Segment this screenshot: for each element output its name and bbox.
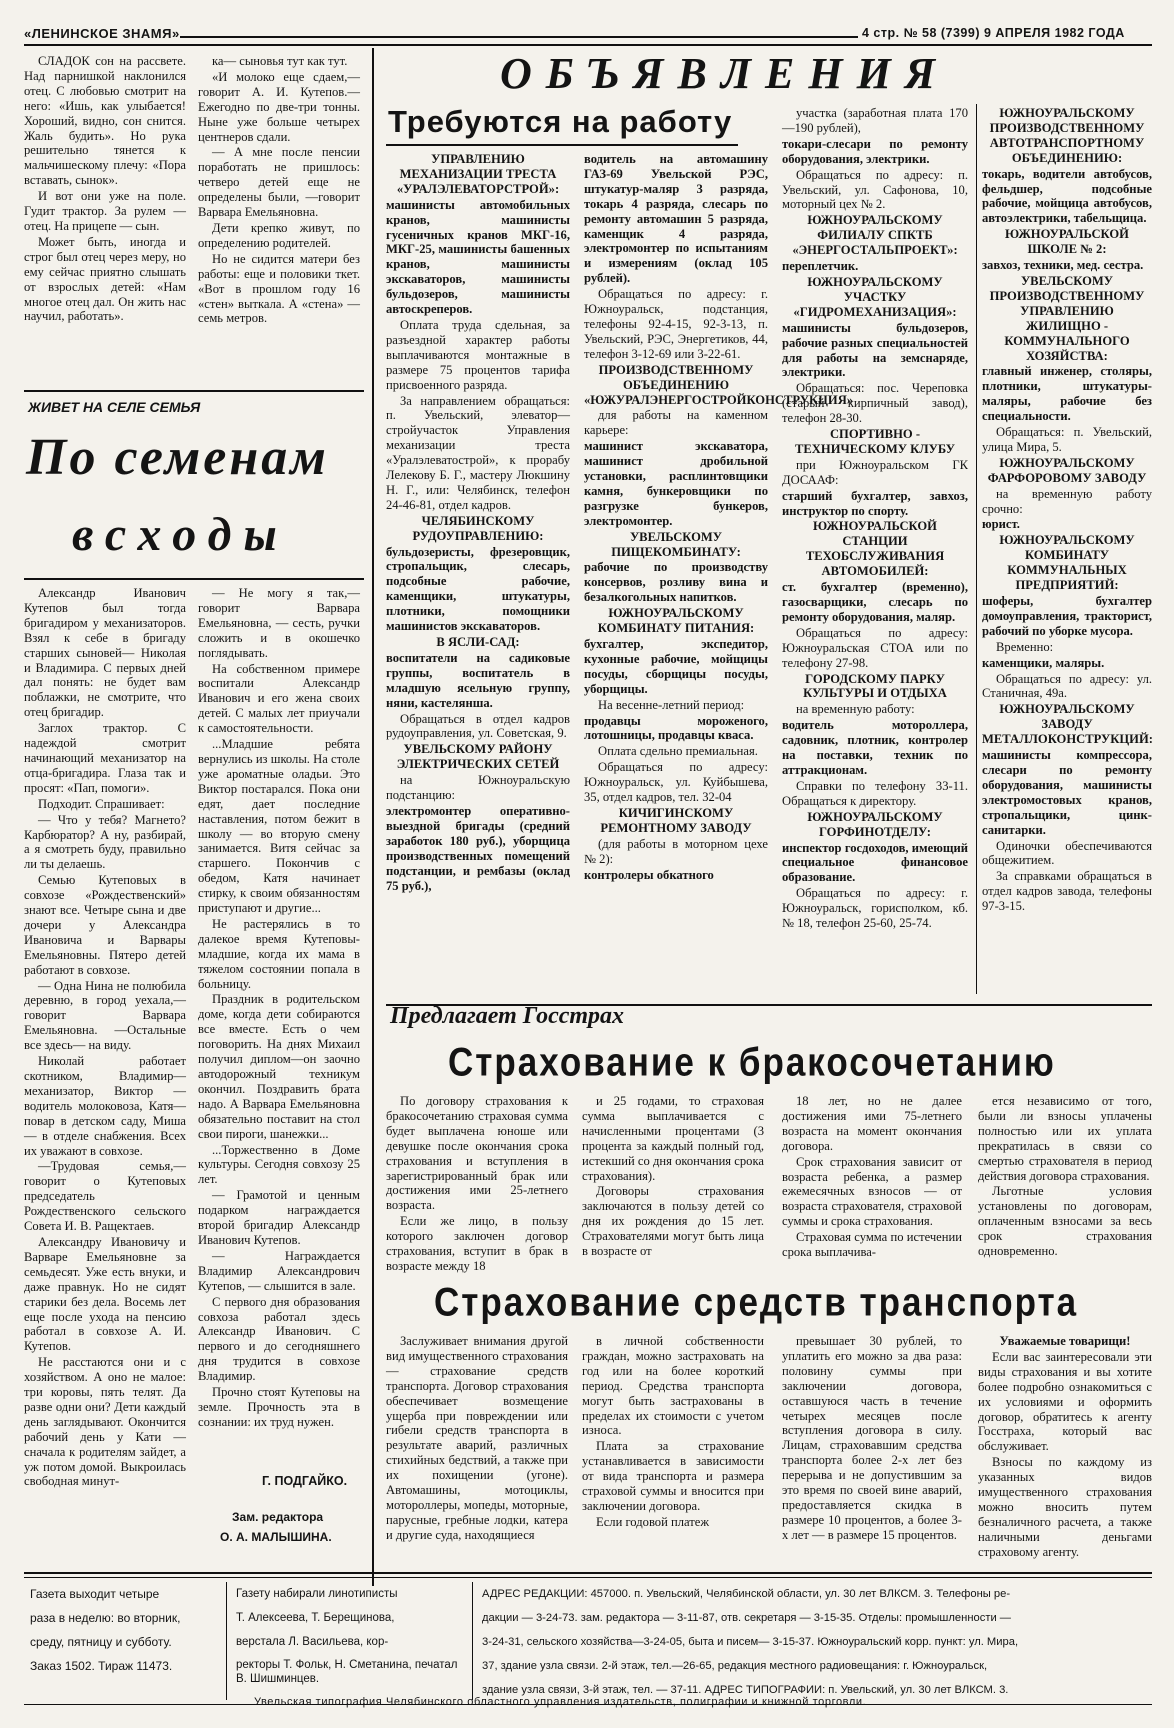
ad-entry: ЮЖНОУРАЛЬСКОМУ УЧАСТКУ «ГИДРОМЕХАНИЗАЦИЯ»: (793, 274, 957, 319)
ad-entry: (для работы в моторном цехе № 2): (584, 836, 768, 866)
ad-entry: Оплата сдельно премиальная. (598, 744, 758, 759)
ad-entry: Обращаться по адресу: п. Увельский, ул. Сафонова, 10, моторный цех № 2. (782, 167, 968, 212)
issue-info: 4 стр. № 58 (7399) 9 АПРЕЛЯ 1982 ГОДА (862, 26, 1125, 40)
ad-entry: машинисты автомобильных кранов, машинисты гусеничных кранов МКГ-16, МКГ-25, машинисты башенных кранов, машинисты экскаваторов, машинисты бульдозеров, машинисты автоскреперов. (386, 197, 570, 317)
ads-subtitle-rule (386, 144, 738, 146)
story-top-col1: СЛАДОК сон на рассвете. Над парнишкой наклонился отец. С любовью смотрит на него: «Ишь, как улыбается! Хороший, видно, сон снится. Жаль будить». Но рука решительно тянется к мальчишескому плечу: «Пора вставать, сынок». И вот они уже на поле. Гудит трактор. За рулем — отец. На прицепе — сын. Может быть, иногда и строг был отец через меру, но ему сейчас приятно слышать от взрослых детей: «Нам многое отец дал. Он жить нас научил, работать». (24, 54, 186, 324)
ad-entry: Одиночки обеспечиваются общежитием. (982, 838, 1152, 868)
ads-col4 (982, 106, 1152, 992)
ad-entry: электромонтер оперативно-выездной бригады (средний заработок 180 руб.), уборщица производственных помещений подстанции, и рембазы (оклад 75 руб.), (386, 803, 570, 893)
feature-author: Г. ПОДГАЙКО. (262, 1474, 348, 1488)
feature-title-rule (24, 578, 364, 580)
footer-typesetters: Газету набирали линотиписты Т. Алексеева, Т. Берещинова, верстала Л. Васильева, кор- ректоры Т. Фольк, Н. Сметанина, печатал В. Шишминцев. (236, 1588, 458, 1685)
ad-entry: бульдозеристы, фрезеровщик, стропальщик, слесарь, подсобные рабочие, каменщики, штукатуры, плотники, помощники машинистов экскаваторов. (386, 544, 570, 634)
ad-entry: бухгалтер, экспедитор, кухонные рабочие, мойщицы посуды, сборщицы посуды, уборщицы. (584, 637, 768, 696)
ad-entry: машинисты компрессора, слесари по ремонту оборудования, машинисты электромостовых кранов, стропальщики, цинк-санитарки. (982, 748, 1152, 837)
ad-entry: ЧЕЛЯБИНСКОМУ РУДОУПРАВЛЕНИЮ: (412, 513, 544, 543)
header-rule-bottom (24, 44, 1152, 46)
insurance-block2-col3: превышает 30 рублей, то уплатить его можно за два раза: половину суммы при заключении договора, оставшуюся часть в течение четырех месяцев после вступления договора в силу. Лицам, страховавшим средства транспорта более 2-х лет без перерыва и не допустившим за это время по своей вине аварий, предоставляется скидка в размере 10 процентов, а более 3-х лет — в размере 15 процентов. (782, 1334, 962, 1542)
ads-title: ОБЪЯВЛЕНИЯ (500, 49, 950, 98)
insurance-block1-col1: По договору страхования к бракосочетанию страховая сумма будет выплачена юноше или девушке после окончания срока страхования и вступления в зарегистрированный брак или достижения ими 25-летнего возраста. Если же лицо, в пользу которого заключен договор страхования, вступит в брак в возрасте между 18 (386, 1094, 568, 1273)
ad-entry: УПРАВЛЕНИЮ МЕХАНИЗАЦИИ ТРЕСТА «УРАЛЭЛЕВАТОРСТРОЙ»: (396, 152, 560, 196)
ad-entry: юрист. (982, 517, 1020, 532)
ad-entry: ПРОИЗВОДСТВЕННОМУ ОБЪЕДИНЕНИЮ «ЮЖУРАЛЭНЕРГОСТРОЙКОНСТРУКЦИЯ» (584, 362, 854, 407)
footer-schedule: Газета выходит четыре раза в неделю: во вторник, среду, пятницу и субботу. Заказ 1502. Тираж 11473. (30, 1587, 181, 1673)
ad-entry: Обращаться в отдел кадров рудоуправления, ул. Советская, 9. (386, 711, 570, 741)
editor-label: Зам. редактора (232, 1510, 324, 1524)
ad-entry: За справками обращаться в отдел кадров завода, телефоны 97-3-15. (982, 869, 1152, 914)
insurance-block1-col3: 18 лет, но не далее достижения ими 75-летнего возраста на момент окончания договора. Срок страхования зависит от возраста ребенка, а размер ежемесячных взносов — от возраста страхователя, страховой суммы и срока страхования. Страховая сумма по истечении срока выплачива- (782, 1094, 962, 1260)
ad-entry: Временно: (996, 639, 1054, 654)
header-rule (180, 36, 858, 38)
ad-entry: машинист экскаватора, машинист дробильной установки, расплинтовщики камня, бункеровщики по разгрузке бункеров, электромонтер. (584, 439, 768, 528)
ad-entry: УВЕЛЬСКОМУ РАЙОНУ ЭЛЕКТРИЧЕСКИХ СЕТЕЙ (396, 742, 560, 772)
feature-kicker: ЖИВЕТ НА СЕЛЕ СЕМЬЯ (28, 399, 201, 415)
insurance-title-1: Страхование к бракосочетанию (448, 1040, 1056, 1085)
ad-entry: токарь, водители автобусов, фельдшер, подсобные рабочие, мойщица автобусов, автоэлектрики, табельщица. (982, 166, 1152, 226)
insurance-block1-col2: и 25 годами, то страховая сумма выплачивается с начисленными процентами (3 процента за каждый полный год, истекший со дня окончания срока страхования). Договоры страхования заключаются в пользу детей со дня их рождения до 15 лет. Страхователями могут быть лица в возрасте от (582, 1094, 764, 1259)
ads-col3 (782, 106, 968, 992)
ad-entry: продавцы мороженого, лотошницы, продавцы кваса. (584, 713, 768, 743)
ad-entry: За направлением обращаться: п. Увельский, элеватор—стройучасток Управления механизации треста «Уралэлеватострой», к прорабу Лелекову Б. Г., мастеру Люкшину Н. Г., или: Челябинск, телефон 24-46-81, отдел кадров. (386, 393, 570, 512)
insurance-title-2: Страхование средств транспорта (434, 1280, 1079, 1325)
ad-entry: Обращаться по адресу: ул. Станичная, 49а. (982, 671, 1152, 701)
ad-entry: переплетчик. (782, 259, 859, 274)
ad-entry: воспитатели на садиковые группы, воспитатель в младшую ясельную группу, няни, кастелянша. (386, 650, 570, 710)
ads-col1 (386, 152, 570, 992)
ad-entry: токари-слесари по ремонту оборудования, электрики. (782, 136, 968, 166)
paper-name: «ЛЕНИНСКОЕ ЗНАМЯ» (24, 26, 180, 41)
ad-entry: ст. бухгалтер (временно), газосварщики, слесарь по ремонту оборудования, маляр. (782, 580, 968, 624)
ad-entry: На весенне-летний период: (598, 697, 745, 712)
ad-entry: ЮЖНОУРАЛЬСКОМУ ФИЛИАЛУ СПКТБ «ЭНЕРГОСТАЛЬПРОЕКТ»: (792, 213, 958, 258)
column-divider (372, 48, 374, 1586)
ad-entry: ЮЖНОУРАЛЬСКОЙ ШКОЛЕ № 2: (1005, 227, 1129, 257)
ad-entry: для работы на каменном карьере: (584, 408, 768, 438)
ad-entry: УВЕЛЬСКОМУ ПИЩЕКОМБИНАТУ: (611, 529, 741, 559)
ad-entry: водитель мотороллера, садовник, плотник, контролер на поставки, техник по аттракционам. (782, 718, 968, 777)
feature-title: По семенам (26, 429, 329, 486)
ads-subtitle: Требуются на работу (388, 104, 733, 139)
ad-entry: ЮЖНОУРАЛЬСКОМУ ПРОИЗВОДСТВЕННОМУ АВТОТРАНСПОРТНОМУ ОБЪЕДИНЕНИЮ: (989, 106, 1145, 165)
ad-entry: Справки по телефону 33-11. Обращаться к директору. (782, 778, 968, 808)
ad-entry: шоферы, бухгалтер домоуправления, тракторист, рабочий по уборке мусора. (982, 594, 1152, 638)
footer-divider-2 (472, 1582, 473, 1700)
ad-entry: машинисты бульдозеров, рабочие разных специальностей для работы на земснаряде, электрики. (782, 320, 968, 380)
ad-entry: Обращаться: п. Увельский, улица Мира, 5. (982, 425, 1152, 454)
insurance-block2-col1: Заслуживает внимания другой вид имущественного страхования — страхование средств транспорта. Договор страхования обеспечивает возмещение ущерба при повреждении или гибели средств транспорта в результате аварий, различных стихийных бедствий, а также при их похищении (угоне). Автомашины, мотоциклы, мотороллеры, мопеды, моторные, парусные, гребные лодки, катера и другие суда, находящиеся (386, 1334, 568, 1542)
ad-entry: рабочие по производству консервов, розливу вина и безалкогольных напитков. (584, 560, 768, 605)
story-divider (24, 390, 364, 392)
ad-entry: завхоз, техники, мед. сестра. (982, 258, 1144, 273)
ad-entry: на временную работу: (796, 702, 915, 717)
ad-entry: каменщики, маляры. (982, 655, 1105, 670)
ad-entry: Обращаться: пос. Череповка (старый кирпичный завод), телефон 28-30. (782, 381, 968, 426)
ad-entry: УВЕЛЬСКОМУ ПРОИЗВОДСТВЕННОМУ УПРАВЛЕНИЮ ЖИЛИЩНО - КОММУНАЛЬНОГО ХОЗЯЙСТВА: (989, 273, 1145, 363)
ad-entry: на временную работу срочно: (982, 486, 1152, 516)
ad-entry: Обращаться по адресу: г. Южноуральск, горисполком, кб. № 18, телефон 25-60, 25-74. (782, 886, 968, 931)
ad-entry: водитель на автомашину ГАЗ-69 Увельской РЭС, штукатур-маляр 3 разряда, токарь 4 разряда, слесарь по ремонту автомашин 5 разряда, каменщик 4 разряда, электромонтер по испытаниям и измерениям (оклад 105 рублей). (584, 152, 768, 286)
ad-entry: ЮЖНОУРАЛЬСКОМУ ГОРФИНОТДЕЛУ: (807, 809, 943, 839)
ad-entry: контролеры обкатного (584, 867, 714, 882)
feature-col1: Александр Иванович Кутепов был тогда бригадиром у механизаторов. Взял к себе в бригаду старших сыновей— Николая и Владимира. С первых дней дал понять: не будет вам поблажки, не смотрите, что отец бригадир. Заглох трактор. С надеждой смотрит начинающий механизатор на отца-бригадира. Глаза так и просят: «Пап, помоги». Подходит. Спрашивает: — Что у тебя? Магнето? Карбюратор? А ну, разбирай, а я смотреть буду, правильно ли ты делаешь. Семью Кутеповых в совхозе «Рождественский» знают все. Четыре сына и две дочери у Александра Ивановича и Варвары Емельяновны. Пятеро детей работают в совхозе. — Одна Нина не полюбила деревню, в город уехала,— говорит Варвара Емельяновна. —Остальные все здесь— на виду. Николай работает скотником, Владимир— механизатор, Виктор —водитель молоковоза, Катя— повар в детском саду, Миша— в отделе снабжения. Всех их уважают в совхозе. —Трудовая семья,— говорит о Кутеповых председатель Рождественского сельского Совета И. В. Ращектаев. Александру Ивановичу и Варваре Емельяновне за семьдесят. Уже есть внуки, и даже правнук. Но не сидят старики без дела. Восемь лет еще после ухода на пенсию работал в совхозе А. И. Кутепов. Не расстаются они и с хозяйством. А оно не малое: три коровы, пять телят. Да разве одни они? Дети каждый день заглядывают. Окончится рабочий день у Кати — сначала к родителям зайдет, а уж потом домой. Выкроилась свободная минут- (24, 586, 186, 1489)
ads-col-divider (976, 104, 977, 994)
ad-entry: при Южноуральском ГК ДОСААФ: (782, 457, 968, 487)
ad-entry: ЮЖНОУРАЛЬСКОМУ ЗАВОДУ МЕТАЛЛОКОНСТРУКЦИЙ: (982, 702, 1153, 747)
footer-top-rule (24, 1572, 1152, 1574)
footer-address: АДРЕС РЕДАКЦИИ: 457000. п. Увельский, Челябинской области, ул. 30 лет ВЛКСМ. 3. Телефоны ре- дакции — 3-24-73. зам. редактора — 3-11-87, отв. секретаря — 3-15-35. Отделы: промышленности — 3-24-31, сельского хозяйства—3-24-05, быта и писем— 3-15-37. Южноуральский корр. пункт: ул. Мира, 37, здание узла связи. 2-й этаж, тел.—26-65, редакция местного радиовещания: г. Южноуральск, здание узла связи, 3-й этаж, тел. — 37-11. АДРЕС ТИПОГРАФИИ: п. Увельский, ул. 30 лет ВЛКСМ. 3. (482, 1588, 1019, 1696)
insurance-block1-col4: ется независимо от того, были ли взносы уплачены полностью или их уплата прекратилась в связи со смертью страхователя в период действия договора страхования. Льготные условия установлены по договорам, оплаченным взносами за весь срок страхования одновременно. (978, 1094, 1152, 1259)
ad-entry: ЮЖНОУРАЛЬСКОМУ КОМБИНАТУ ПИТАНИЯ: (597, 606, 755, 636)
insurance-kicker: Предлагает Госстрах (390, 1003, 625, 1029)
ad-entry: ЮЖНОУРАЛЬСКОМУ ФАРФОРОВОМУ ЗАВОДУ (987, 455, 1147, 485)
ad-entry: Обращаться по адресу: Южноуральск, ул. Куйбышева, 35, отдел кадров, тел. 32-04 (584, 760, 768, 805)
ad-entry: ЮЖНОУРАЛЬСКОМУ КОМБИНАТУ КОММУНАЛЬНЫХ ПРЕДПРИЯТИЙ: (999, 533, 1135, 593)
feature-col2: — Не могу я так,— говорит Варвара Емельяновна, — сесть, ручки сложить и в окошечко поглядывать. На собственном примере воспитали Александр Иванович и его жена своих детей. С малых лет приучали к самостоятельности. ...Младшие ребята вернулись из школы. На столе уже ароматные оладьи. Это Виктор постарался. Пока они едят, дает последние наставления, потом бежит в школу — во вторую смену занимается. Витя сейчас за старшего. Покончив с обедом, Катя начинает стирку, к своим обязанностям приступают и другие... Не растерялись в то далекое время Кутеповы-младшие, когда их мама в тяжелом состоянии попала в больницу. Праздник в родительском доме, когда дети собираются все вместе. Есть о чем поговорить. На днях Михаил получил диплом—он заочно автодорожный техникум окончил. Поздравить брата надо. А Варвара Емельяновна обязательно поставит на стол свои пироги, шанежки... ...Торжественно в Доме культуры. Сегодня совхозу 25 лет. — Грамотой и ценным подарком награждается второй бригадир Александр Иванович Кутепов. — Награждается Владимир Александрович Кутепов, — слышится в зале. С первого дня образования совхоза работал здесь Александр Иванович. С первого и до сегодняшнего дня трудится в совхозе Владимир. Прочно стоят Кутеповы на земле. Прочность эта в сознании: их труд нужен. (198, 586, 360, 1429)
ad-entry: старший бухгалтер, завхоз, инструктор по спорту. (782, 488, 968, 518)
footer-divider-1 (226, 1582, 227, 1700)
ad-entry: на Южноуральскую подстанцию: (386, 773, 570, 803)
insurance-block2-col4: Уважаемые товарищи! Если вас заинтересовали эти виды страхования и вы хотите более подробно ознакомиться с их условиями и оформить договор, обратитесь к агенту Госстраха, который вас обслуживает. Взносы по каждому из указанных видов имущественного страхования можно вносить путем безналичного расчета, а также наличными деньгами страховому агенту. (978, 1334, 1152, 1559)
ad-entry: главный инженер, столяры, плотники, штукатуры-маляры, рабочие без специальности. (982, 364, 1152, 424)
ad-entry: КИЧИГИНСКОМУ РЕМОНТНОМУ ЗАВОДУ (600, 805, 752, 835)
editor-name: О. А. МАЛЫШИНА. (220, 1530, 332, 1544)
ad-entry: Обращаться по адресу: Южноуральская СТОА или по телефону 27-98. (782, 625, 968, 670)
ad-entry: Оплата труда сдельная, за разъездной характер работы выплачиваются монтажные в размере 75 процентов тарифа присвоенного разряда. (386, 317, 570, 392)
story-top-col2: ка— сыновья тут как тут. «И молоко еще сдаем,—говорит А. И. Кутепов.— Ежегодно по две-три тонны. Ныне уже больше четырех центнеров сдали. — А мне после пенсии поработать не пришлось: четверо детей еще не определены были, —говорит Варвара Емельяновна. Дети крепко живут, по определению родителей. Но не сидится матери без работы: еще и половики ткет. «Вот в прошлом году 16 «стен» выткала. А «стена» — семь метров. (198, 54, 360, 326)
ad-entry: СПОРТИВНО - ТЕХНИЧЕСКОМУ КЛУБУ (795, 427, 955, 456)
feature-title-line2: всходы (72, 508, 289, 561)
footer-top-rule-2 (24, 1577, 1152, 1578)
insurance-block2-col2: в личной собственности граждан, можно застраховать на год или на более короткий период. Средства транспорта могут быть застрахованы в пределах их стоимости с учетом износа. Плата за страхование устанавливается в зависимости от вида транспорта и размера страховой суммы и вносится при заключении договора. Если годовой платеж (582, 1334, 764, 1529)
ad-entry: ЮЖНОУРАЛЬСКОЙ СТАНЦИИ ТЕХОБСЛУЖИВАНИЯ АВТОМОБИЛЕЙ: (805, 519, 945, 579)
printer-line: Увельская типография Челябинского областного управления издательств, полиграфии и книжной торговли. (254, 1696, 867, 1708)
ad-entry: Обращаться по адресу: г. Южноуральск, подстанция, телефоны 92-4-15, 92-3-13, п. Увельский, РЭС, Энергетиков, 44, телефон 3-12-69 или 3-22-61. (584, 287, 768, 361)
ad-entry: инспектор госдоходов, имеющий специальное финансовое образование. (782, 840, 968, 885)
ad-entry: В ЯСЛИ-САД: (436, 635, 520, 649)
ad-entry: участка (заработная плата 170—190 рублей), (782, 106, 968, 135)
ad-entry: ГОРОДСКОМУ ПАРКУ КУЛЬТУРЫ И ОТДЫХА (803, 671, 947, 701)
